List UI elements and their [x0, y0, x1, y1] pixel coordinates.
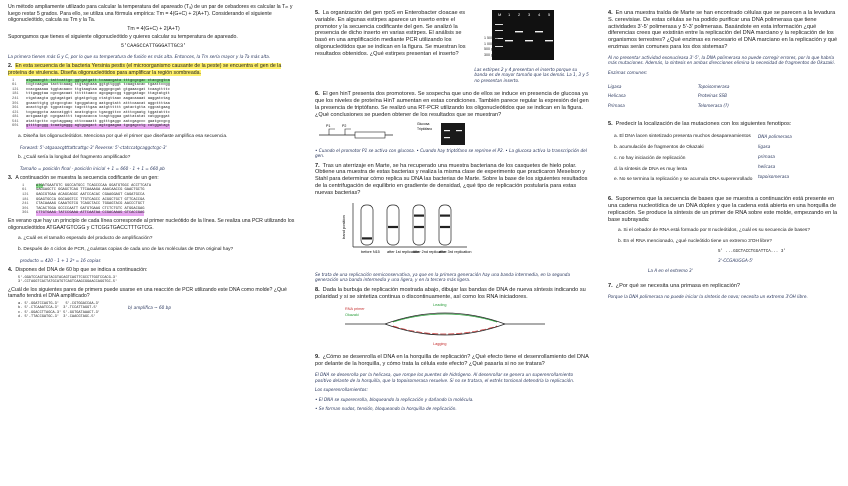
- sequence-line: 241 ctgataagta ggtagatgat gtgatgctgg ctatgttaac aagacaaaat aaggatctag: [12, 96, 170, 101]
- question-8: 8. Dada la burbuja de replicación mostrada abajo, dibujar las bandas de DNA de nueva síntesis indicando su polaridad y si se sintetiza continua o discontinuamente, así como los RNA iniciadores.: [315, 286, 586, 300]
- question-12a: a. Si el cebador de RNA está formado por 8 nucleótidos, ¿cuál es su secuencia de bases?: [618, 228, 810, 234]
- enzyme-item: Topoisomerasa: [698, 83, 730, 89]
- sequence-line: 121 GAGCGTGAA ACAGCAGGC AATCCACAC CGAAGGAGT CAGATGCCA: [22, 193, 145, 198]
- common-enzymes-left: [608, 80, 698, 113]
- enzyme-answer: DNA polimerasa: [758, 133, 792, 139]
- sequence-line: 181 tttgaggtaa cgccgacaat ttttttaacc agcgagccgg tggcgatagc ttagtatgtt: [12, 92, 170, 97]
- common-enzymes-right: [698, 80, 729, 113]
- gel-size-label: 1 000 pb: [484, 41, 498, 46]
- gel-lane-label: 2: [518, 12, 521, 17]
- intro-text-2: Supongamos que tienes el siguiente oligonucleótido y quieres calcular su temperatura de apareado.: [8, 34, 238, 41]
- dna-band: [414, 225, 424, 227]
- dna-duplex-top: 5'-GGATCCAGTGATACGTACAGTCAGTTCGCCTTGGTCCACG-3': [18, 275, 118, 280]
- sequence-line: 361 acacttgtgt tggcatcagc tagctttgaa aatgtttttt gatactgtta cggcatgaag: [12, 106, 170, 111]
- question-2b: b. ¿Cuál sería la longitud del fragmento amplificado?: [18, 154, 131, 160]
- handwritten-answer-5: Las estirpes 2 y 4 presentan el inserto porque su banda es de mayor tamaño que las demás. La 1, 3 y 5 no presentan inserto.: [474, 67, 589, 83]
- handwritten-answer-9-b1: • El DNA se superenrolla, bloqueando la replicación y dañando la molécula.: [315, 396, 474, 402]
- question-4-prompt: ¿Cuál de los siguientes pares de primers puede usarse en una reacción de PCR utilizando este DNA como molde? ¿Qué tamaño tendrá el DNA amplificado?: [8, 286, 287, 300]
- question-13: 7. ¿Por qué se necesita una primasa en replicación?: [608, 283, 741, 290]
- question-7: 7. Tras un aterrizaje en Marte, se ha recuperado una muestra bacteriana de los casquetes de hielo polar. Obtiene una muestra de estas bacterias y realiza la misma clase de experimento que practicaron Meselson y Stahl para determinar cómo replica su DNA las bacterias de Marte. Sobre la base de los siguientes resultados de la centrifugación de equilibrio en gradiente de densidad, ¿qué tipo de replicación postularía para estas nuevas bacterias?: [315, 162, 588, 196]
- sequence-line: 301 TACACTGGA GCCCCAATT GATGTGAAG CTCTCTGTC ATGGACGAG: [22, 206, 145, 211]
- dna-band: [414, 214, 424, 216]
- sequence-line: 241 CTACAAAAG CAAATGTCG TCAGCTACC TGGAGTACG AACCCTGCT: [22, 202, 145, 207]
- phenotype-item: c. no hay iniciación de replicación: [614, 155, 686, 161]
- handwritten-answer-9-sub: Los superenrollamientos:: [315, 387, 368, 393]
- phenotype-list: [608, 129, 758, 188]
- bubble-label: Leading: [433, 303, 447, 308]
- primer-option: a. 5'-GGATCCAGTG-3' 5'-CGTGGACCAA-3': [18, 301, 100, 306]
- centrifuge-tubes: [361, 205, 451, 245]
- question-2a: a. Diseña los oligonucleótidos. Menciona por qué el primer que diseñaste amplifica esa secuencia.: [18, 133, 228, 139]
- sequence-line: 361 CTTGTGAAG TATCCGAAA ATTCAATAA CCGACAAAG GTCACCGAG: [22, 211, 145, 216]
- handwritten-answer-6: • Cuando el promotor P1 se activa con glucosa. • Cuando hay triptófano se reprime el P2. • La glucosa activa la transcripción del gen.: [315, 147, 587, 158]
- question-4: 4. Dispones del DNA de 60 bp que se indica a continuación:: [8, 267, 148, 274]
- phenotype-item: b. acumulación de fragmentos de Okazaki: [614, 144, 704, 150]
- enzyme-item: Ligasa: [608, 83, 622, 89]
- rt-pcr-gel: [417, 121, 467, 147]
- handwritten-answer-intro: La primera tienen más G y C, por lo que su temperatura de fusión es más alta. Entonces, la Tm sería mayor y la Ta más alta.: [8, 53, 271, 59]
- centrifuge-tube: [413, 205, 425, 245]
- condition-label: Glucosa: [417, 121, 430, 126]
- enzyme-item: Helicasa: [608, 93, 626, 99]
- dna-duplex-bottom: 3'-CCTAGGTCACTATGCATGTCAGTCAAGCGGAACCAGGTGC-5': [18, 280, 118, 285]
- bubble-label: Okazaki: [345, 313, 359, 318]
- worksheet-column-1: [0, 0, 305, 486]
- handwritten-answer-2a: Forward: 5'-atgaaacgtttattcattgc-3' Reverse: 5'-ctatccatgcaggctcgc-3': [20, 144, 167, 150]
- question-6: 6. El gen hinT presenta dos promotores. Se sospecha que uno de ellos se induce en presencia de glucosa ya que los niveles de proteína HinT aumentan en estas condiciones. También parece regular la expresión del gen la presencia de triptófano. Se realizó una RT-PCR utilizando los oligonucleótidos que se indican en la figura. ¿Qué conclusiones se pueden obtener de los resultados que se muestran?: [315, 91, 589, 118]
- phenotype-item: a. El DNA lacen sintetizado presenta muchos desapareamientos: [614, 134, 751, 140]
- question-12: 6. Suponemos que la secuencia de bases que se muestra a continuación está presente en una cadena nucleotídica de un DNA dúplex y que la cadena está abierta en una horquilla de replicación. Se produce la síntesis de un primer de RNA sobre este molde, empezando en la base subrayada:: [608, 196, 838, 223]
- gel-lane-label: 4: [538, 12, 541, 17]
- enzyme-item: Primasa: [608, 102, 625, 108]
- question-12b: b. En el RNA mencionado, ¿qué nucleótido tiene un extremo 3'OH libre?: [618, 238, 772, 244]
- template-sequence: 5' ...GGCTACCTGGATTCA... 3': [718, 249, 786, 254]
- question-9: 9. ¿Cómo se desenrolla el DNA en la horquilla de replicación? ¿Qué efecto tiene el desenrollamiento del DNA por delante de la horquilla, y cómo trata la célula este efecto? ¿Qué pasaría si no se tratara?: [315, 354, 589, 368]
- sequence-line: 301 gcaacttgtg gtcgccgtac tgcggatacg aatgcgtatt atttcaacat aggcttttaa: [12, 101, 170, 106]
- phenotype-answers: [758, 129, 792, 188]
- question-3-intro: En verano que hay un principio de cada línea corresponde al primer nucleótido de la línea. Se realiza una PCR utilizando los oligonucleótidos ATGAATGTCGG y CTCGGTGACCTTTGTCG.: [8, 218, 295, 231]
- gel-lane-label: 5: [548, 12, 551, 17]
- enzyme-answer: ligasa: [758, 143, 771, 149]
- chart-y-label: band position: [341, 214, 346, 239]
- phenotype-item: d. la síntesis de DNA es muy lenta: [614, 166, 688, 172]
- question-5: 5. La organización del gen rpoS en Enterobacter cloacae es variable. En algunas estirpes aparece un inserto entre el promotor y la secuencia codificante del gen. Se analizó la presencia de dicho inserto en varias estirpes. El análisis se basó en una amplificación mediante PCR utilizando los oligonucleótidos que se indican en la figura. Se muestran los resultados obtenidos. ¿Qué estirpes presentan el inserto?: [315, 10, 466, 57]
- sequence-line: 421 tcgacggcta aaccatggtt acatcgtgcc tgacggttcc atttcgaatg tggatatttc: [12, 110, 170, 115]
- chart-column-label: before N15: [361, 249, 380, 254]
- primer-option: d. 5'-TTACCGATGC-3' 3'-CAACGTAGC-5': [18, 314, 96, 319]
- promoter-label: P1: [326, 123, 331, 128]
- dna-band: [440, 214, 450, 216]
- gel-lane-label: M: [498, 12, 502, 17]
- sequence-line: 541 atattgcttc cgctaggaag cttccaaatt ggtttgaggc aatcgagccc gaatgccgcg: [12, 119, 170, 124]
- gel-size-label: 1 500 pb: [484, 36, 498, 40]
- question-11: 5. Predecir la localización de las mutaciones con los siguientes fenotipos:: [608, 120, 792, 127]
- handwritten-answer-4: b) amplifica ~ 60 bp: [128, 305, 171, 311]
- question-3: 3. A continuación se muestra la secuencia codificante de un gen:: [8, 175, 159, 182]
- handwritten-answer-13: Porque la DNA polimerasa no puede iniciar la síntesis de novo; necesita un extremo 3'OH libre.: [608, 294, 808, 300]
- chart-column-label: after 2nd replication: [413, 249, 447, 254]
- centrifuge-tube: [387, 205, 399, 245]
- rt-pcr-figure: [315, 121, 589, 147]
- question-3a: a. ¿Cuál es el tamaño esperado del producto de amplificación?: [18, 235, 153, 241]
- gel-lane-label: 3: [528, 12, 531, 17]
- question-10: 4. En una muestra traída de Marte se han encontrado células que se parecen a la levadura S. cerevisiae. De estas células se ha podido purificar una DNA polimerasa que tiene actividades 3'-5' polimerasa y 5'-3' polimerasa. Basándote en esta información ¿qué diferencias crees que existirán entre la replicación del DNA marciano y la replicación de los organismos terrestres? ¿Qué enzimas es necesario el DNA marciano en la replicación y qué enzimas serán comunes para los dos sistemas?: [608, 10, 838, 50]
- sequence-block-2: [12, 79, 299, 130]
- phenotype-item: e. No se termina la replicación y se acumula DNA superenrollado: [614, 177, 753, 183]
- enzyme-item: Telomerasa (?): [698, 102, 729, 108]
- handwritten-answer-2b: Tamaño = posición final - posición inicial + 1 = 660 - 1 + 1 = 660 pb: [20, 165, 165, 171]
- handwritten-answer-12b: La A en el extremo 3': [648, 267, 693, 273]
- centrifuge-tube: [439, 205, 451, 245]
- handwritten-answer-9: El DNA se desenrolla por la helicasa, que rompe los puentes de hidrógeno. Al desenrollar se genera un superenrollamiento positivo delante de la horquilla, que la topoisomerasa resuelve. Si no se tratara, el estrés torsional detendría la replicación.: [315, 372, 575, 383]
- sequence-line: 181 GGAGTGCCA GGCAGGTCC TTGTCAGCC ACGGCTGCT GTTCACCGA: [22, 197, 145, 202]
- chart-column-label: after 1st replication: [387, 249, 420, 254]
- promoter-label: P2: [342, 123, 347, 128]
- sequence-line: 61 GAGGAGCTC GGAGCTCAG TTCAAAAGA AAACAACCG GAACTGCTG: [22, 188, 145, 193]
- primer-option: b. 5'-CTCAAATCCA-3' 3'-TCCATTAGGT-5': [18, 306, 98, 311]
- bubble-label: RNA primer: [345, 307, 365, 312]
- tm-formula: Tm = 4(G+C) + 2(A+T): [127, 25, 180, 32]
- dna-band: [388, 225, 398, 227]
- sequence-line: 1 atgaaacgtt tattcattgc ggtgatgatt tcaaacgata tttgcgcgac ctacgcgtca: [12, 78, 170, 83]
- question-3b: b. Después de 4 ciclos de PCR, ¿cuántas copias de cada uno de las moléculas de DNA original hay?: [18, 246, 234, 252]
- dna-band: [362, 237, 372, 239]
- primer-option: c. 5'-GGACCTTAGCA-3' 5'-GGTGATAAACT-3': [18, 310, 100, 315]
- enzyme-answer: helicasa: [758, 164, 776, 170]
- sequence-block-3: [22, 184, 299, 216]
- dna-band: [440, 225, 450, 227]
- enzyme-answer: primasa: [758, 153, 775, 159]
- question-2: 2. En esta secuencia de la bacteria Yersinia pestis (el microorganismo causante de la peste) se encuentra el gen de la proteína de virulencia. Diseña oligonucleótidos para amplificar la región sombreada.: [8, 63, 282, 76]
- sequence-line: 481 actgaaatgt cgcgaatttt tagcacacca tcagttggaa gattatatat catggcggat: [12, 115, 170, 120]
- condition-label: Triptófano: [417, 126, 433, 131]
- density-gradient-chart: [339, 199, 579, 263]
- handwritten-answer-12a: 3'-CCGAUGGA-5': [718, 258, 754, 264]
- worksheet-column-3: [600, 0, 848, 486]
- gel-size-label: 500 pb: [484, 47, 495, 52]
- sequence-line: 601 gttttgcggg tcaatgaggg agtggagact agtcgaagaa tgcgagcctg catggatagt: [12, 124, 170, 129]
- enzyme-answer: topoisomerasa: [758, 174, 790, 180]
- sequence-line: 61 tcgtcaagaa tacttcaaag ttgtagtaaa ggtgttgggt tcaagtacac tgaattccgg: [12, 83, 170, 88]
- bubble-label: Lagging: [433, 342, 447, 347]
- enzyme-item: Proteínas SSB: [698, 93, 727, 99]
- handwritten-answer-7: Se trata de una replicación semiconservativa, ya que en la primera generación hay una banda intermedia, en la segunda generación una banda intermedia y una ligera, y en la tercera más ligera.: [315, 271, 571, 283]
- handwritten-answer-3: producto = 420 - 1 + 1 2⁴ = 16 copias: [20, 257, 101, 263]
- pcr-gel-figure: [474, 10, 589, 87]
- handwritten-answer-10: Al no presentar actividad exonucleasa 3'-5', la DNA polimerasa no puede corregir errores, por lo que habría más mutaciones. Además, la síntesis en ambas direcciones elimina la necesidad de fragmentos de Okazaki.: [608, 54, 836, 66]
- handwritten-answer-9-b2: • Se forman nudos, tensión, bloqueando la horquilla de replicación.: [315, 406, 457, 412]
- gel-lane-label: 1: [508, 12, 511, 17]
- gel-image: [492, 10, 554, 60]
- sequence-line: 1 ATGATGAATGTC GGCCATGCC TCAGCCCAA GGATGTGGC ACCTTCATA: [22, 183, 152, 188]
- handwritten-common-title: Enzimas comunes:: [608, 69, 648, 75]
- intro-text: Un método ampliamente utilizado para calcular la temperatura del apareado (Tₐ) de un par de cebadores es calcular la Tₘ y luego restar 5 grados. Para ello, se utiliza una fórmula empírica: Tm = 4(G+C) + 2(A+T). Considerando el siguiente oligonucleótido, calcula su Tm y la Ta.: [8, 4, 293, 24]
- replication-bubble: [345, 302, 545, 346]
- gene-diagram: [315, 121, 397, 147]
- gel-size-label: 300 pb: [484, 52, 495, 57]
- chart-column-label: after 3rd replication: [439, 249, 472, 254]
- worksheet-column-2: [309, 0, 595, 486]
- primer-sequence: 5'CAAGCCATTGGGATTGC3': [120, 42, 187, 49]
- sequence-line: 121 ccacgaaaaa tggtacaacc ttgtaagtaa agggcgcgat gtgaaacgat tcaagttttc: [12, 87, 170, 92]
